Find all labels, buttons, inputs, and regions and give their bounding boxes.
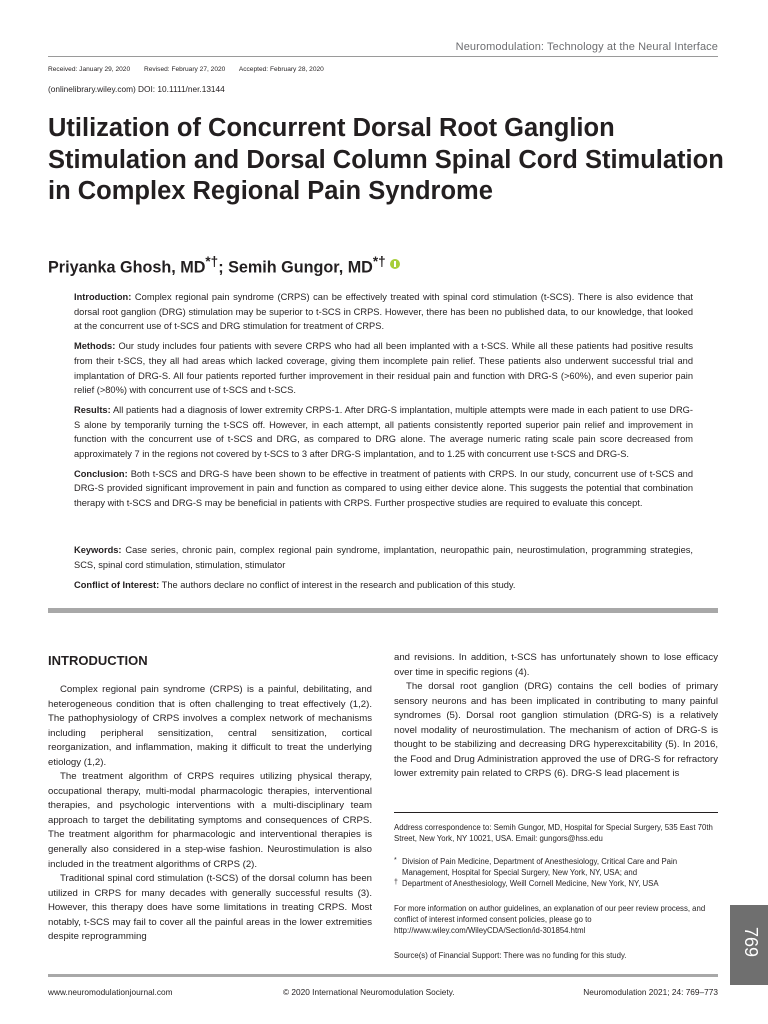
affiliation-text: Division of Pain Medicine, Department of Anesthesiology, Critical Care and Pain Management, Hospital for Special Surgery, New York, NY, USA; and	[402, 857, 678, 878]
affiliation-item	[394, 856, 718, 878]
author-separator: ;	[218, 258, 229, 277]
body-paragraph: Complex regional pain syndrome (CRPS) is a painful, debilitating, and heterogeneous condition that is often challenging to treat effectively (1,2). The pathophysiology of CRPS involves a complex network of mechanisms including peripheral sensitization, central sensitization, cortical reorganization, and inflammation, making it difficult to treat the underlying etiology (1,2).	[48, 684, 372, 768]
body-paragraph: Traditional spinal cord stimulation (t-SCS) of the dorsal column has been utilized in CRPS for many decades with generally successful results (3). However, this therapy does have some limitations in treating CRPS. Most notably, t-SCS may fail to cover all the painful areas in the lower extremities despite reprogramming	[48, 873, 372, 943]
abstract-conclusion	[74, 467, 693, 511]
footer-divider	[48, 974, 718, 977]
footnote-divider	[394, 812, 718, 813]
coi-label: Conflict of Interest:	[74, 580, 160, 590]
accepted-date: Accepted: February 28, 2020	[238, 66, 324, 73]
keywords-label: Keywords:	[74, 545, 122, 555]
section-divider	[48, 608, 718, 613]
affiliation-mark: †	[394, 879, 398, 887]
affiliations	[394, 856, 718, 890]
abstract-label: Introduction:	[74, 292, 132, 302]
abstract-introduction	[74, 290, 693, 334]
page-number: 769	[741, 926, 761, 958]
abstract	[74, 290, 693, 516]
article-dates	[48, 66, 336, 73]
conflict-of-interest	[74, 578, 693, 593]
author-guidelines-note: For more information on author guidelines, an explanation of our peer review process, and conflict of interest informed consent policies, please go to http://www.wiley.com/WileyCDA/Section/id-301854.html	[394, 904, 706, 936]
abstract-results	[74, 403, 693, 462]
author-affiliation-marks: *†	[372, 254, 386, 269]
affiliation-text: Department of Anesthesiology, Weill Cornell Medicine, New York, NY, USA	[402, 879, 659, 889]
abstract-text: All patients had a diagnosis of lower extremity CRPS-1. After DRG-S implantation, multiple attempts were made in each patient to use DRG-S alone by temporarily turning the t-SCS off. However, in each attempt, all patients consistently reported superior pain relief and improvement in function with the concurrent use of t-SCS and DRG, as compared to DRG alone. The average numeric rating scale pain score decreased from approximately 7 in the regions not covered by t-SCS to 3 after DRG-S implantation, and to 1.25 with concurrent use t-SCS and DRG-S.	[74, 404, 693, 460]
footer-citation: Neuromodulation 2021; 24: 769–773	[583, 987, 718, 997]
author-list	[48, 254, 400, 277]
author-name: Priyanka Ghosh, MD	[48, 258, 206, 277]
journal-header: Neuromodulation: Technology at the Neural Interface	[455, 41, 718, 53]
revised-date: Revised: February 27, 2020	[143, 66, 226, 73]
right-column	[394, 651, 718, 782]
body-paragraph: The treatment algorithm of CRPS requires utilizing physical therapy, occupational therapy, multi-modal pharmacologic therapies, interventional therapies, and psychologic interventions with a multi-disciplinary team approach to target the debilitating symptoms and consequences of CRPS. The treatment algorithm for pharmacologic and interventional therapies is generally also considered in a step-wise fashion. Neurostimulation is also included in the treatment algorithms of CRPS (2).	[48, 771, 372, 870]
received-date: Received: January 29, 2020	[48, 66, 131, 73]
affiliation-mark: *	[394, 857, 397, 864]
coi-text: The authors declare no conflict of interest in the research and publication of this study.	[159, 580, 516, 590]
abstract-methods	[74, 339, 693, 398]
keywords	[74, 543, 693, 572]
header-divider	[48, 56, 718, 57]
article-title: Utilization of Concurrent Dorsal Root Ganglion Stimulation and Dorsal Column Spinal Cord Stimulation in Complex Regional Pain Syndrome	[48, 114, 724, 205]
body-paragraph: The dorsal root ganglion (DRG) contains the cell bodies of primary sensory neurons and has been implicated in contributing to many painful syndromes (5). Dorsal root ganglion stimulation (DRG-S) is a relatively novel modality of neurostimulation. The mechanism of action of DRG-S is thought to be stabilizing and decreasing DRG hyperexcitability (5). In 2016, the Food and Drug Administration approved the use of DRG-S for refractory lower extremity pain related to CRPS (6). DRG-S lead placement is	[394, 681, 718, 780]
affiliation-item	[394, 878, 718, 889]
abstract-label: Conclusion:	[74, 468, 128, 479]
author-name: Semih Gungor, MD	[228, 258, 373, 277]
correspondence-address: Address correspondence to: Semih Gungor, MD, Hospital for Special Surgery, 535 East 70th Street, New York, NY 10021, USA. Email: gungors@hss.edu	[394, 823, 713, 844]
abstract-label: Results:	[74, 404, 111, 415]
orcid-icon[interactable]	[390, 259, 400, 269]
abstract-label: Methods:	[74, 341, 116, 352]
abstract-text: Complex regional pain syndrome (CRPS) can be effectively treated with spinal cord stimulation (t-SCS). There is also evidence that dorsal root ganglion (DRG) stimulation may be superior to t-SCS in CRPS. However, there has been no published data, to our knowledge, that looked at the concurrent use of t-SCS and DRG stimulation for treatment of CRPS.	[74, 292, 693, 332]
section-heading: INTRODUCTION	[48, 653, 148, 668]
left-column	[48, 650, 372, 945]
abstract-text: Both t-SCS and DRG-S have been shown to be effective in treatment of patients with CRPS. In our study, concurrent use of t-SCS and DRG-S provided significant improvement in pain and function as compared to using either device alone. This suggests the potential that combination therapy with t-SCS and DRG-S may be beneficial in patients with CRPS. Further prospective studies are required to evaluate this concept.	[74, 468, 693, 509]
author-affiliation-marks: *†	[205, 254, 219, 269]
footer-copyright: © 2020 International Neuromodulation Society.	[283, 987, 455, 997]
doi-line[interactable]: (onlinelibrary.wiley.com) DOI: 10.1111/ner.13144	[48, 84, 225, 94]
funding-statement: Source(s) of Financial Support: There was no funding for this study.	[394, 951, 627, 960]
keywords-text: Case series, chronic pain, complex regional pain syndrome, implantation, neuropathic pain, neurostimulation, programming strategies, SCS, spinal cord stimulation, stimulation, stimulator	[74, 545, 693, 570]
footer-website[interactable]: www.neuromodulationjournal.com	[48, 987, 173, 997]
body-paragraph: and revisions. In addition, t-SCS has unfortunately shown to lose efficacy over time in specific regions (4).	[394, 652, 718, 678]
abstract-text: Our study includes four patients with severe CRPS who had all been implanted with a t-SCS. While all these patients had positive results from their t-SCS, they all had areas which lacked coverage, giving them incomplete pain relief. These patients also underwent successful trial and implantation of DRG-S. All four patients reported further improvement in their residual pain and function with DRG-S (>60%), and even superior pain relief (>80%) with concurrent use of t-SCS and t-SCS.	[74, 341, 693, 396]
